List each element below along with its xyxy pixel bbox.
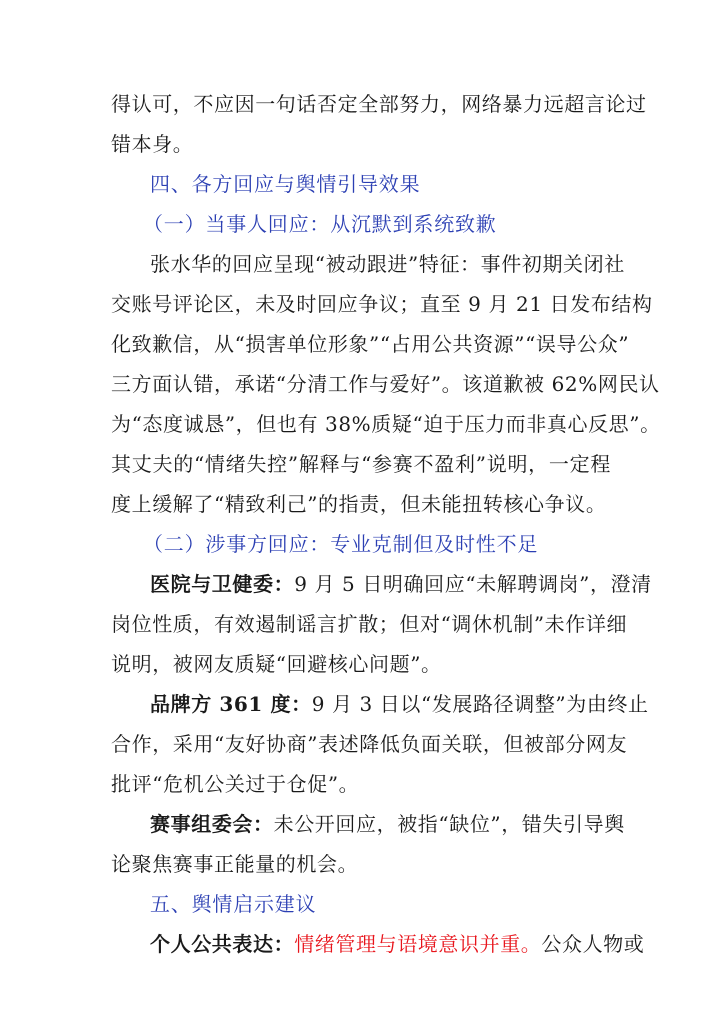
paragraph-line bbox=[111, 92, 647, 116]
line-text: 为“态度诚恳”，但也有 38%质疑“迫于压力而非真心反思”。 bbox=[111, 412, 661, 436]
heading-text: （一）当事人回应：从沉默到系统致歉 bbox=[143, 212, 497, 236]
paragraph-line bbox=[111, 732, 628, 756]
lead-in-label: 赛事组委会： bbox=[150, 812, 274, 836]
line-text: 论聚焦赛事正能量的机会。 bbox=[111, 852, 359, 876]
line-text: 错本身。 bbox=[111, 132, 194, 156]
paragraph-line bbox=[111, 652, 611, 676]
line-text: 度上缓解了“精致利己”的指责，但未能扭转核心争议。 bbox=[111, 492, 607, 516]
paragraph-line bbox=[111, 772, 611, 796]
lead-in-label: 品牌方 361 度： bbox=[150, 692, 312, 716]
paragraph-line bbox=[111, 612, 628, 636]
section-heading-4 bbox=[150, 172, 650, 196]
heading-text: （二）涉事方回应：专业克制但及时性不足 bbox=[143, 532, 539, 556]
section-heading-5 bbox=[150, 892, 650, 916]
line-text: 得认可，不应因一句话否定全部努力，网络暴力远超言论过 bbox=[111, 92, 647, 116]
line-text: 9 月 5 日明确回应“未解聘调岗”，澄清 bbox=[294, 572, 652, 596]
line-text: 张水华的回应呈现“被动跟进”特征：事件初期关闭社 bbox=[150, 252, 625, 276]
subsection-heading-2 bbox=[143, 532, 643, 556]
heading-text: 五、舆情启示建议 bbox=[150, 892, 317, 916]
line-text: 未公开回应，被指“缺位”，错失引导舆 bbox=[273, 812, 625, 836]
line-text: 说明，被网友质疑“回避核心问题”。 bbox=[111, 652, 442, 676]
paragraph-line bbox=[150, 932, 645, 956]
lead-in-label: 个人公共表达： bbox=[150, 932, 295, 956]
paragraph-line bbox=[150, 692, 649, 716]
line-text: 9 月 3 日以“发展路径调整”为由终止 bbox=[311, 692, 649, 716]
paragraph-line bbox=[111, 492, 611, 516]
paragraph-line bbox=[111, 452, 611, 476]
subsection-heading-1 bbox=[143, 212, 643, 236]
line-text: 批评“危机公关过于仓促”。 bbox=[111, 772, 360, 796]
paragraph-line bbox=[111, 412, 661, 436]
heading-text: 四、各方回应与舆情引导效果 bbox=[150, 172, 421, 196]
line-text: 其丈夫的“情绪失控”解释与“参赛不盈利”说明，一定程 bbox=[111, 452, 611, 476]
line-text: 岗位性质，有效遏制谣言扩散；但对“调休机制”未作详细 bbox=[111, 612, 628, 636]
paragraph-line bbox=[150, 252, 625, 276]
paragraph-line bbox=[150, 572, 652, 596]
paragraph-line bbox=[111, 852, 611, 876]
paragraph-line bbox=[111, 332, 630, 356]
paragraph-line bbox=[150, 812, 625, 836]
paragraph-line bbox=[111, 372, 660, 396]
emphasis-text: 情绪管理与语境意识并重。 bbox=[294, 932, 542, 956]
paragraph-line bbox=[111, 132, 611, 156]
line-text: 三方面认错，承诺“分清工作与爱好”。该道歉被 62%网民认 bbox=[111, 372, 660, 396]
line-text: 化致歉信，从“损害单位形象”“占用公共资源”“误导公众” bbox=[111, 332, 630, 356]
line-text: 交账号评论区，未及时回应争议；直至 9 月 21 日发布结构 bbox=[111, 292, 653, 316]
paragraph-line bbox=[111, 292, 653, 316]
line-text: 合作，采用“友好协商”表述降低负面关联，但被部分网友 bbox=[111, 732, 628, 756]
line-text: 公众人物或 bbox=[541, 932, 645, 956]
lead-in-label: 医院与卫健委： bbox=[150, 572, 295, 596]
